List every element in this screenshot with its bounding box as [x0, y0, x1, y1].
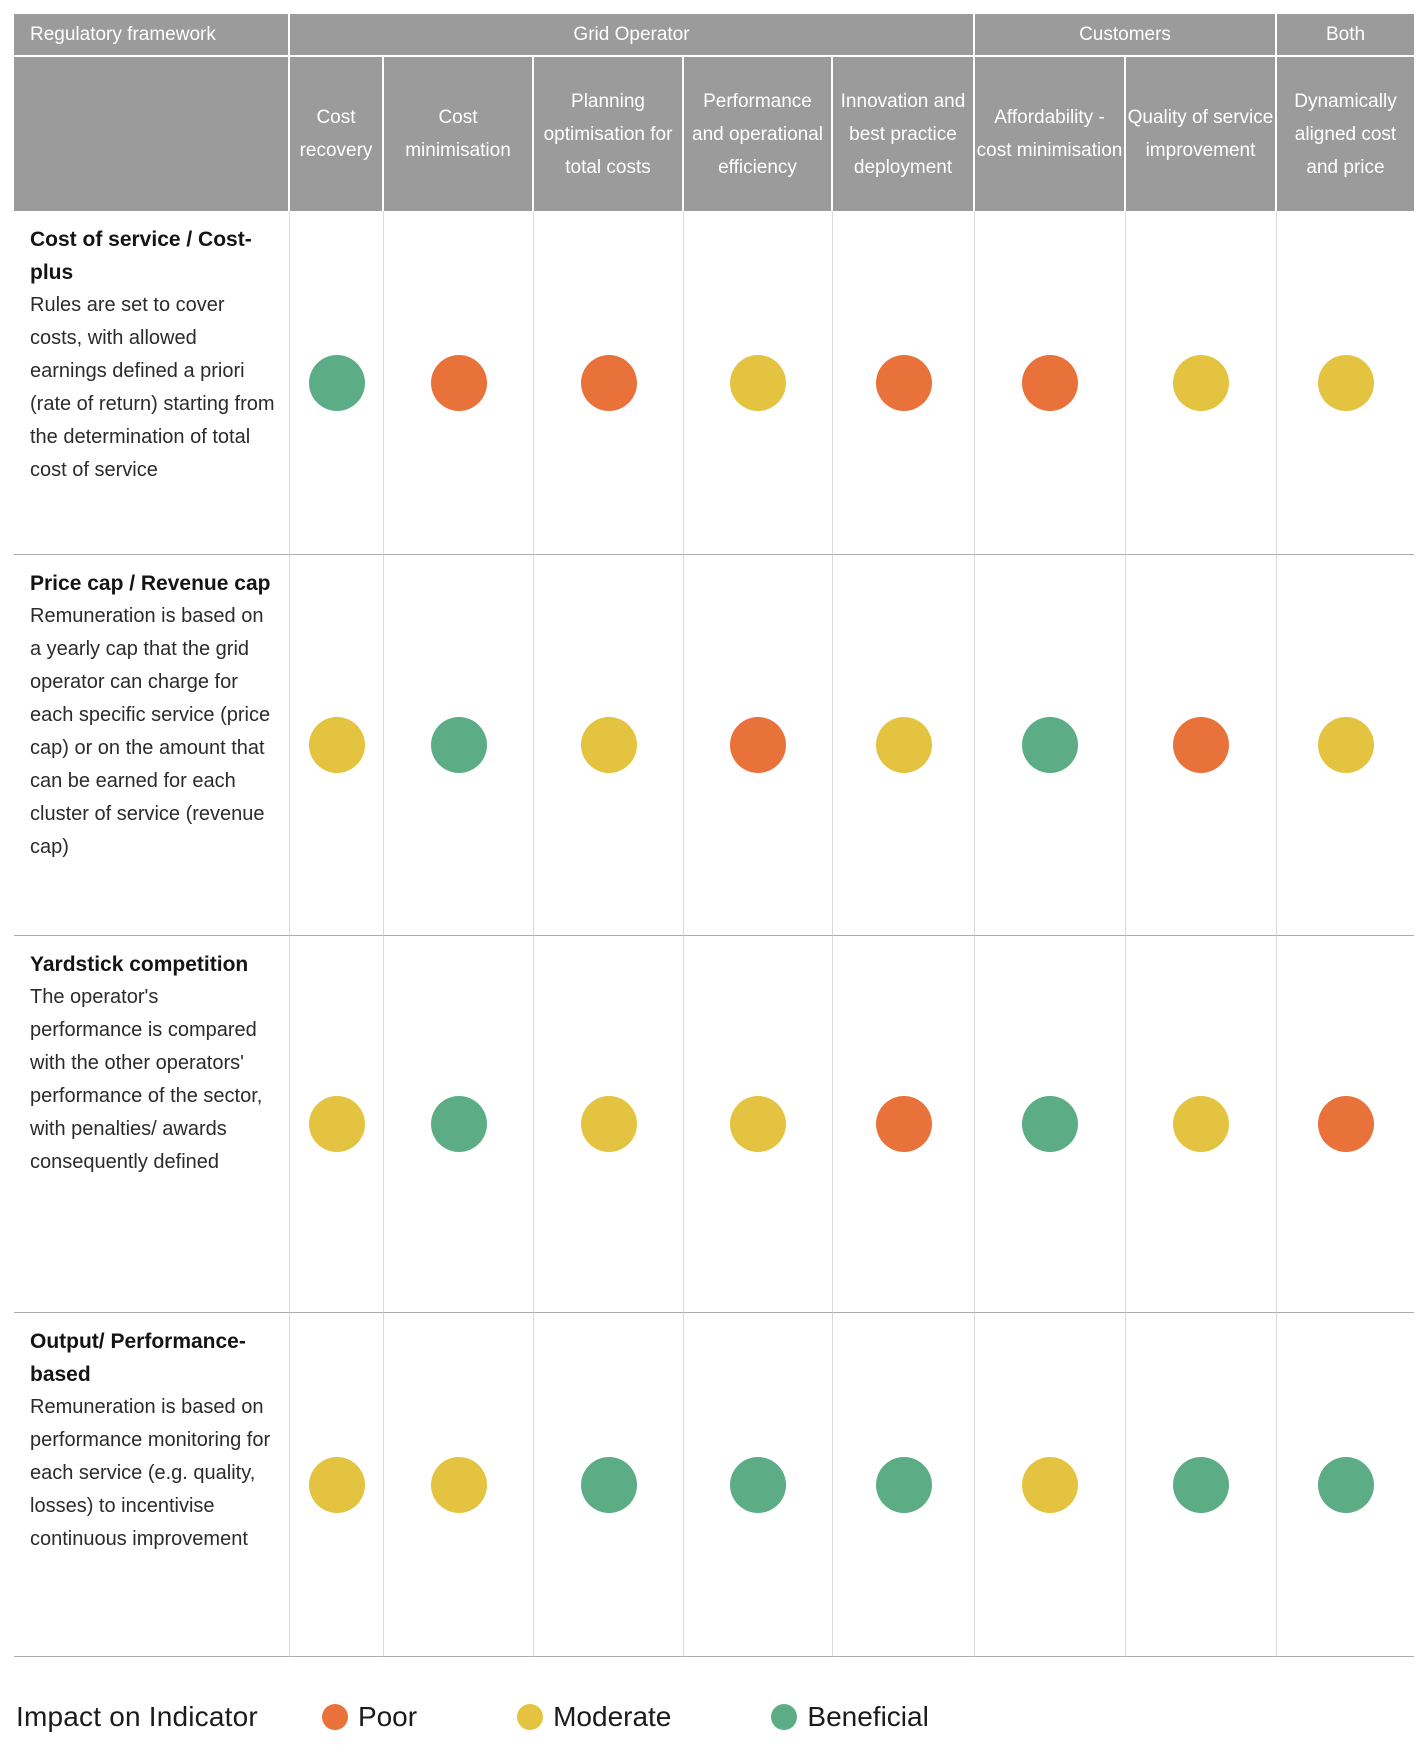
- rating-cell: [833, 1313, 975, 1657]
- rating-cell: [975, 1313, 1126, 1657]
- matrix-table: [14, 14, 1414, 1657]
- beneficial-dot-icon: [771, 1704, 797, 1730]
- rating-dot: [1318, 1096, 1374, 1152]
- rating-cell: [384, 211, 534, 555]
- legend-label: Moderate: [553, 1701, 672, 1732]
- rating-cell: [1277, 1313, 1414, 1657]
- rating-cell: [975, 211, 1126, 555]
- group-header-both: Both: [1277, 14, 1414, 57]
- framework-cell-yardstick: [14, 936, 290, 1313]
- rating-dot: [1173, 717, 1229, 773]
- rating-dot: [1022, 355, 1078, 411]
- column-header-cost-minimisation: Cost minimisation: [384, 57, 534, 211]
- rating-dot: [1173, 1096, 1229, 1152]
- legend-title: Impact on Indicator: [16, 1701, 258, 1732]
- rating-dot: [431, 355, 487, 411]
- column-header-cost-recovery: Cost recovery: [290, 57, 384, 211]
- legend: [14, 1701, 1414, 1733]
- rating-cell: [684, 555, 833, 936]
- legend-item-moderate: [517, 1701, 671, 1733]
- legend-item-poor: [322, 1701, 417, 1733]
- rating-cell: [534, 555, 684, 936]
- framework-description: Rules are set to cover costs, with allowed earnings defined a priori (rate of return) starting from the determination of total cost of service: [30, 294, 275, 481]
- rating-dot: [309, 1096, 365, 1152]
- rating-cell: [534, 1313, 684, 1657]
- column-header-spacer: [14, 57, 290, 211]
- rating-cell: [290, 936, 384, 1313]
- column-header-quality-of-service: Quality of service improvement: [1126, 57, 1277, 211]
- column-header-performance-efficiency: Performance and operational efficiency: [684, 57, 833, 211]
- rating-dot: [876, 717, 932, 773]
- rating-dot: [876, 355, 932, 411]
- rating-cell: [1126, 555, 1277, 936]
- rating-cell: [833, 936, 975, 1313]
- framework-cell-output-performance: [14, 1313, 290, 1657]
- rating-dot: [309, 355, 365, 411]
- rating-cell: [684, 936, 833, 1313]
- rating-cell: [833, 211, 975, 555]
- corner-header: Regulatory framework: [14, 14, 290, 57]
- rating-dot: [431, 717, 487, 773]
- rating-cell: [1126, 936, 1277, 1313]
- column-header-planning-optimisation: Planning optimisation for total costs: [534, 57, 684, 211]
- poor-dot-icon: [322, 1704, 348, 1730]
- rating-dot: [1022, 1096, 1078, 1152]
- rating-cell: [290, 211, 384, 555]
- rating-dot: [431, 1096, 487, 1152]
- rating-dot: [876, 1096, 932, 1152]
- rating-cell: [1277, 555, 1414, 936]
- rating-cell: [1277, 936, 1414, 1313]
- framework-title: Yardstick competition: [30, 953, 249, 976]
- column-header-dynamically-aligned: Dynamically aligned cost and price: [1277, 57, 1414, 211]
- rating-dot: [1318, 355, 1374, 411]
- group-header-grid-operator: Grid Operator: [290, 14, 975, 57]
- rating-dot: [1022, 717, 1078, 773]
- rating-dot: [1173, 1457, 1229, 1513]
- rating-cell: [1126, 1313, 1277, 1657]
- column-header-innovation-best-practice: Innovation and best practice deployment: [833, 57, 975, 211]
- column-header-affordability: Affordability - cost minimisation: [975, 57, 1126, 211]
- rating-cell: [290, 555, 384, 936]
- rating-cell: [384, 936, 534, 1313]
- framework-description: Remuneration is based on a yearly cap that the grid operator can charge for each specific service (price cap) or on the amount that can be earned for each cluster of service (revenue cap): [30, 605, 271, 858]
- rating-dot: [309, 717, 365, 773]
- rating-dot: [876, 1457, 932, 1513]
- rating-cell: [534, 936, 684, 1313]
- framework-title: Price cap / Revenue cap: [30, 572, 271, 595]
- rating-cell: [975, 555, 1126, 936]
- rating-cell: [975, 936, 1126, 1313]
- framework-title: Cost of service / Cost-plus: [30, 228, 252, 284]
- rating-cell: [833, 555, 975, 936]
- rating-dot: [1173, 355, 1229, 411]
- framework-title: Output/ Performance-based: [30, 1330, 246, 1386]
- rating-dot: [581, 1096, 637, 1152]
- framework-description: The operator's performance is compared with the other operators' performance of the sector, with penalties/ awards consequently defined: [30, 986, 263, 1173]
- legend-label: Beneficial: [807, 1701, 929, 1732]
- rating-cell: [1277, 211, 1414, 555]
- rating-dot: [1318, 1457, 1374, 1513]
- group-header-customers: Customers: [975, 14, 1277, 57]
- rating-cell: [684, 1313, 833, 1657]
- framework-cell-price-cap: [14, 555, 290, 936]
- rating-dot: [730, 355, 786, 411]
- rating-dot: [1022, 1457, 1078, 1513]
- rating-cell: [684, 211, 833, 555]
- framework-description: Remuneration is based on performance monitoring for each service (e.g. quality, losses) to incentivise continuous improvement: [30, 1396, 271, 1550]
- rating-dot: [730, 1096, 786, 1152]
- rating-dot: [730, 1457, 786, 1513]
- legend-label: Poor: [357, 1701, 418, 1732]
- legend-item-beneficial: [771, 1701, 928, 1733]
- rating-dot: [309, 1457, 365, 1513]
- rating-cell: [384, 555, 534, 936]
- rating-cell: [290, 1313, 384, 1657]
- rating-cell: [384, 1313, 534, 1657]
- rating-cell: [1126, 211, 1277, 555]
- rating-dot: [581, 717, 637, 773]
- rating-cell: [534, 211, 684, 555]
- rating-dot: [431, 1457, 487, 1513]
- rating-dot: [581, 355, 637, 411]
- rating-dot: [730, 717, 786, 773]
- rating-dot: [581, 1457, 637, 1513]
- framework-cell-cost-of-service: [14, 211, 290, 555]
- rating-dot: [1318, 717, 1374, 773]
- moderate-dot-icon: [517, 1704, 543, 1730]
